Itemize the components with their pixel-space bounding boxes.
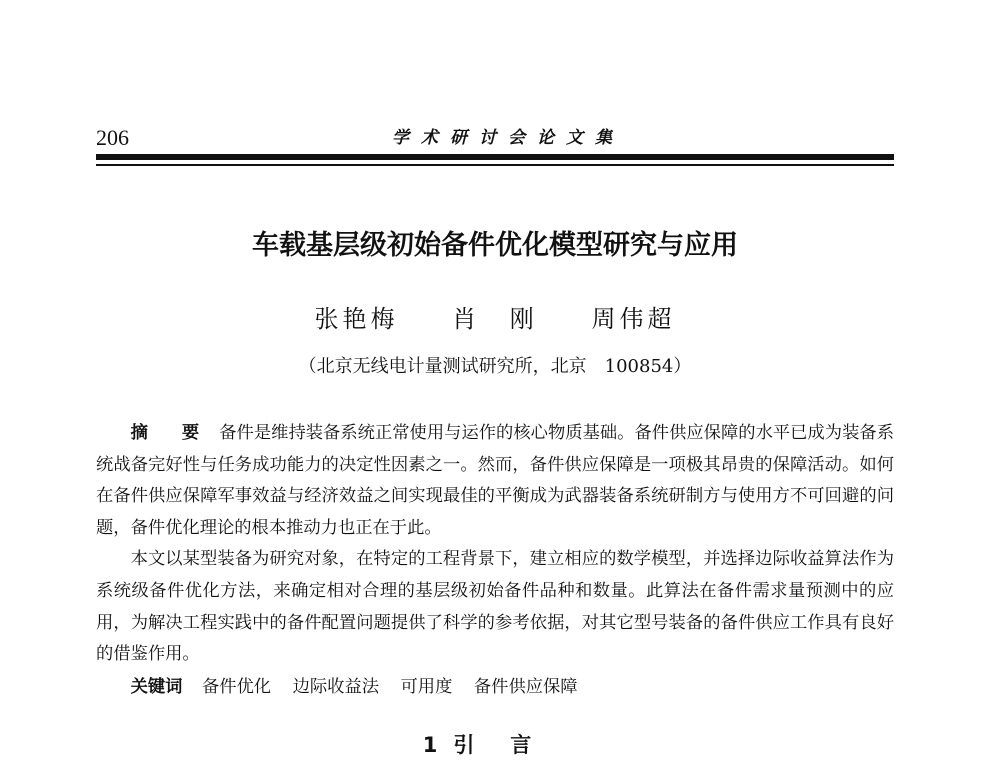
- page-number: 206: [96, 125, 129, 150]
- abstract-label: 摘 要: [130, 423, 214, 443]
- abstract-text: 备件是维持装备系统正常使用与运作的核心物质基础。备件供应保障的水平已成为装备系统战备完好性与任务成功能力的决定性因素之一。然而，备件供应保障是一项极其昂贵的保障活动。如何在备件供应保障军事效益与经济效益之间实现最佳的平衡成为武器装备系统研制方与使用方不可回避的问题，备件优化理论的根本推动力也正在于此。: [96, 423, 894, 538]
- abstract: [96, 418, 894, 671]
- author-name: 肖 刚: [452, 305, 538, 333]
- section-title: 引言: [453, 733, 568, 757]
- affiliation: （北京无线电计量测试研究所，北京 100854）: [298, 356, 692, 377]
- keyword: 边际收益法: [292, 677, 380, 697]
- keyword: 备件优化: [201, 677, 272, 697]
- abstract-paragraph: 本文以某型装备为研究对象，在特定的工程背景下，建立相应的数学模型，并选择边际收益算法作为系统级备件优化方法，来确定相对合理的基层级初始备件品种和数量。此算法在备件需求量预测中的应用，为解决工程实践中的备件配置问题提供了科学的参考依据，对其它型号装备的备件供应工作具有良好的借鉴作用。: [96, 549, 894, 665]
- header-rule-thick: [96, 154, 894, 160]
- author-name: 张艳梅: [314, 305, 399, 333]
- keyword: 可用度: [400, 677, 453, 697]
- abstract-paragraph: [96, 418, 894, 544]
- keywords: [96, 672, 894, 703]
- author-name: 周伟超: [591, 305, 676, 333]
- keyword: 备件供应保障: [473, 677, 578, 697]
- section-heading: [96, 730, 894, 760]
- running-title: 学术研讨会论文集: [392, 128, 624, 148]
- header-rule-thin: [96, 164, 894, 166]
- running-header: [96, 124, 894, 152]
- author-list: [96, 302, 894, 336]
- keywords-label: 关键词: [130, 677, 183, 697]
- paper-title: 车载基层级初始备件优化模型研究与应用: [252, 230, 738, 261]
- section-number: 1: [422, 733, 438, 757]
